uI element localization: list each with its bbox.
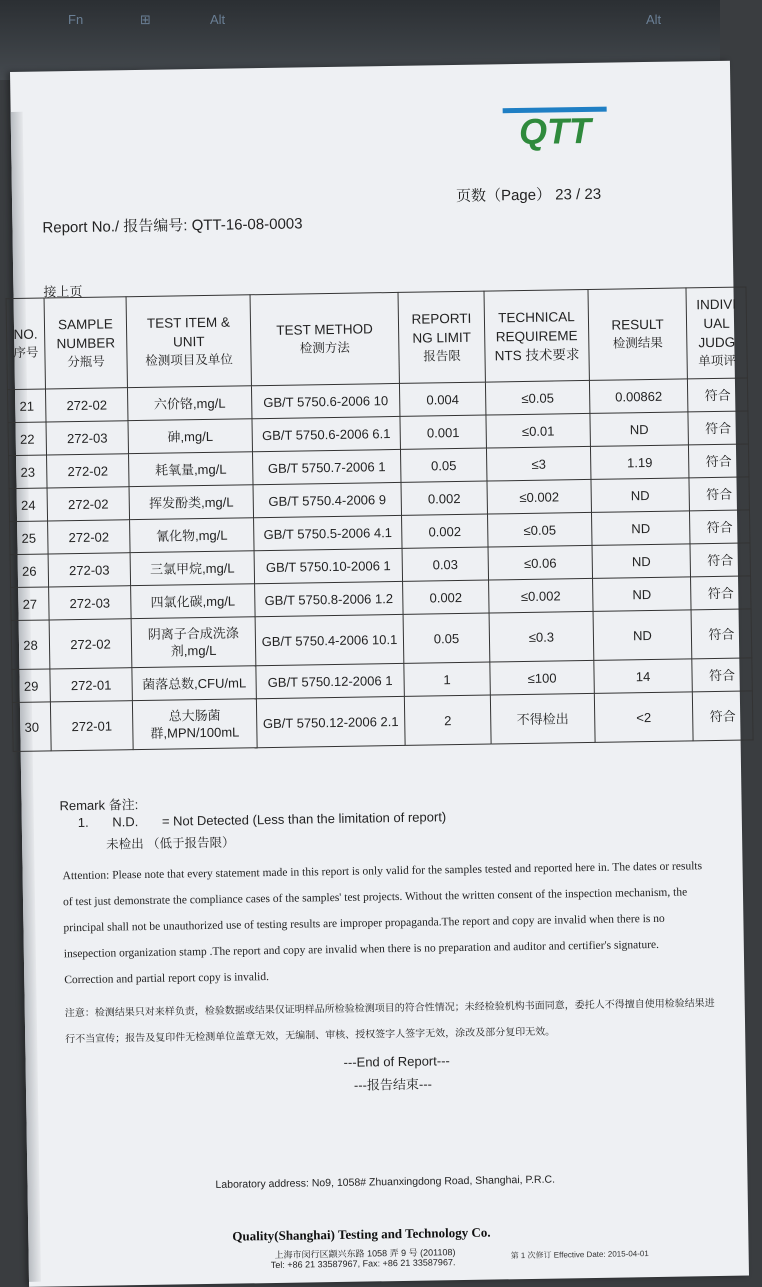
laboratory-address: Laboratory address: No9, 1058# Zhuanxingdong Road, Shanghai, P.R.C.: [215, 1173, 556, 1191]
cell-judgement: 符合: [691, 576, 752, 610]
cell-result: ND: [590, 412, 689, 447]
cell-sample: 272-02: [48, 520, 131, 554]
cell-method: GB/T 5750.4-2006 9: [253, 482, 402, 517]
cell-judgement: 符合: [689, 477, 750, 511]
cell-requirement: ≤0.05: [485, 380, 590, 415]
report-page: [10, 61, 749, 1287]
cell-sample: 272-02: [47, 454, 130, 488]
cell-judgement: 符合: [692, 658, 753, 692]
cell-requirement: ≤3: [486, 446, 591, 481]
logo-text: QTT: [518, 109, 592, 153]
cell-item: 四氯化碳,mg/L: [131, 584, 256, 619]
cell-limit: 0.05: [400, 448, 487, 482]
cell-sample: 272-02: [47, 487, 130, 521]
cell-item: 挥发酚类,mg/L: [129, 485, 254, 520]
cell-no: 24: [9, 488, 48, 522]
cell-sample: 272-03: [46, 421, 129, 455]
cell-requirement: ≤0.05: [488, 512, 593, 547]
alt-key-label: Alt: [210, 12, 226, 27]
cell-requirement: ≤0.002: [487, 479, 592, 514]
header-sample-number: SAMPLE NUMBER 分瓶号: [44, 297, 127, 389]
cell-limit: 0.004: [399, 382, 486, 416]
remark-definition: = Not Detected (Less than the limitation of report): [161, 809, 447, 829]
attention-notice: Attention: Please note that every statement made in this report is only valid for the samples tested and reported here in. The dates or results of test just demonstrate the compliance cases of the samples' test projects. Without the written consent of the inspection mechanism, the principal shall not be unauthorized use of testing results are improper propaganda.The report and copy are invalid when there is no insepection organization stamp .The report and copy are invalid when there is no preparation and auditor and certifier's signature. Correction and partial report copy is invalid.: [62, 860, 703, 987]
cell-result: 0.00862: [589, 379, 688, 414]
cell-item: 菌落总数,CFU/mL: [132, 666, 257, 701]
cell-limit: 0.001: [400, 415, 487, 449]
remark-definition-cn: 未检出 （低于报告限）: [106, 835, 235, 852]
cell-sample: 272-02: [45, 388, 128, 422]
cell-method: GB/T 5750.5-2006 4.1: [254, 515, 403, 550]
cell-method: GB/T 5750.6-2006 6.1: [252, 416, 401, 451]
cell-sample: 272-03: [48, 553, 131, 587]
report-number-line: [42, 212, 302, 237]
cell-limit: 2: [404, 695, 491, 745]
header-technical-requirements: TECHNICAL REQUIREME NTS 技术要求: [484, 289, 589, 382]
cell-no: 27: [11, 587, 50, 621]
cell-limit: 0.002: [402, 514, 489, 548]
cell-method: GB/T 5750.10-2006 1: [254, 548, 403, 583]
cell-requirement: ≤0.06: [488, 545, 593, 580]
cell-judgement: 符合: [692, 691, 753, 741]
alt-key-label-right: Alt: [646, 12, 662, 27]
cell-requirement: ≤0.01: [486, 413, 591, 448]
cell-result: ND: [591, 511, 690, 546]
end-of-report-cn: ---报告结束---: [353, 1076, 433, 1093]
cell-result: <2: [594, 692, 693, 743]
end-of-report: ---End of Report---: [343, 1053, 450, 1070]
cell-limit: 0.05: [403, 613, 490, 663]
continued-label: 接上页: [43, 283, 83, 300]
page-number-value: 23 / 23: [555, 185, 602, 204]
cell-method: GB/T 5750.4-2006 10.1: [255, 614, 404, 665]
cell-item: 阴离子合成洗涤剂,mg/L: [131, 617, 256, 668]
cell-judgement: 符合: [689, 510, 750, 544]
cell-sample: 272-02: [49, 619, 132, 669]
cell-limit: 0.03: [402, 547, 489, 581]
cell-method: GB/T 5750.8-2006 1.2: [255, 581, 404, 616]
footer-revision: 第 1 次修订 Effective Date: 2015-04-01: [510, 1249, 649, 1261]
cell-judgement: 符合: [687, 378, 748, 412]
cell-requirement: ≤0.002: [489, 578, 594, 613]
remark-item-number: 1.: [77, 814, 89, 831]
cell-judgement: 符合: [688, 444, 749, 478]
cell-limit: 1: [404, 662, 491, 696]
cell-requirement: ≤0.3: [489, 611, 594, 662]
header-test-item: TEST ITEM & UNIT 检测项目及单位: [126, 295, 251, 388]
cell-requirement: 不得检出: [490, 693, 595, 744]
cell-judgement: 符合: [690, 543, 751, 577]
cell-item: 总大肠菌群,MPN/100mL: [132, 699, 257, 750]
fn-key-label: Fn: [68, 12, 84, 27]
report-number-value: QTT-16-08-0003: [191, 215, 303, 235]
cell-sample: 272-01: [50, 668, 133, 702]
header-individual-judgement: INDIVI UAL JUDG 单项评: [686, 287, 747, 379]
cell-no: 23: [9, 455, 48, 489]
cell-no: 25: [10, 521, 49, 555]
footer-company-name: Quality(Shanghai) Testing and Technology Co.: [232, 1224, 491, 1244]
remark-title: Remark 备注:: [59, 797, 139, 814]
cell-item: 耗氧量,mg/L: [129, 452, 254, 487]
header-test-method: TEST METHOD 检测方法: [250, 292, 399, 385]
header-reporting-limit: REPORTI NG LIMIT 报告限: [398, 291, 485, 383]
cell-item: 砷,mg/L: [128, 419, 253, 454]
report-number-label: Report No./ 报告编号:: [42, 217, 188, 237]
page-number-label: 页数（Page）: [455, 186, 552, 206]
results-table: [6, 286, 754, 752]
header-result: RESULT 检测结果: [588, 288, 687, 381]
cell-sample: 272-01: [50, 701, 133, 751]
cell-method: GB/T 5750.6-2006 10: [251, 383, 400, 418]
table-header-row: [6, 287, 747, 390]
cell-limit: 0.002: [401, 481, 488, 515]
cell-judgement: 符合: [691, 609, 752, 659]
cell-result: 1.19: [590, 445, 689, 480]
cell-method: GB/T 5750.12-2006 2.1: [256, 696, 405, 747]
cell-no: 22: [8, 422, 47, 456]
cell-item: 六价铬,mg/L: [127, 386, 252, 421]
cell-result: ND: [591, 478, 690, 513]
page-number-line: [456, 183, 601, 206]
cell-method: GB/T 5750.12-2006 1: [256, 663, 405, 698]
footer-address-cn: 上海市闵行区颛兴东路 1058 弄 9 号 (201108): [274, 1247, 456, 1260]
table-row: [12, 691, 753, 752]
cell-result: ND: [593, 610, 692, 661]
cell-requirement: ≤100: [490, 660, 595, 695]
cell-limit: 0.002: [403, 580, 490, 614]
header-no: NO. 序号: [6, 298, 45, 390]
cell-no: 21: [7, 389, 46, 423]
remark-abbreviation: N.D.: [112, 814, 139, 830]
cell-result: 14: [594, 659, 693, 694]
qtt-logo: [499, 103, 612, 151]
cell-judgement: 符合: [688, 411, 749, 445]
windows-key-icon: ⊞: [140, 12, 151, 27]
cell-no: 29: [12, 669, 51, 703]
cell-method: GB/T 5750.7-2006 1: [252, 449, 401, 484]
cell-result: ND: [592, 544, 691, 579]
cell-item: 氰化物,mg/L: [130, 518, 255, 553]
cell-no: 28: [11, 620, 50, 670]
cell-no: 30: [12, 702, 51, 752]
footer-phone-fax: Tel: +86 21 33587967, Fax: +86 21 33587967.: [270, 1257, 456, 1271]
cell-no: 26: [10, 554, 49, 588]
attention-notice-cn: 注意：检测结果只对来样负责，检验数据或结果仅证明样品所检验检测项目的符合性情况；未经检验机构书面同意，委托人不得擅自使用检验结果进行不当宣传；报告及复印件无检测单位盖章无效，无编制、审核、授权签字人签字无效，涂改及部分复印无效。: [64, 998, 715, 1046]
cell-item: 三氯甲烷,mg/L: [130, 551, 255, 586]
cell-result: ND: [593, 577, 692, 612]
cell-sample: 272-03: [49, 586, 132, 620]
